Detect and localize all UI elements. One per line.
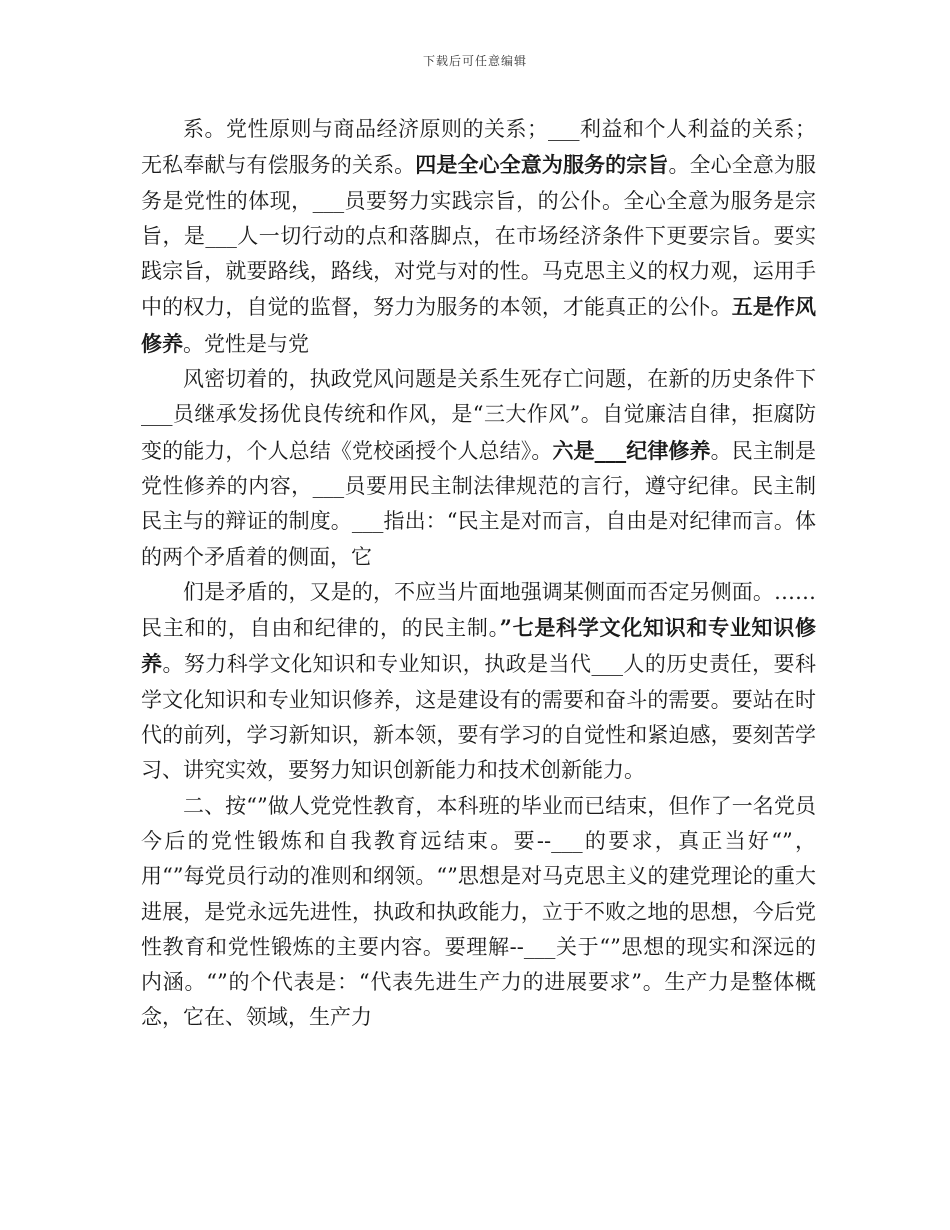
text-run: 风密切着的，执政党风问题是关系生死存亡问题，在新的历史条件下___员继承发扬优良传统和作风，是“三大作风”。自觉廉洁自律，拒腐防变的能力，个人总结《党校函授个人总结》。: [141, 367, 816, 463]
bold-heading-run: 五是作风修养: [141, 294, 817, 356]
text-run: 。全心全意为服务是党性的体现，___员要努力实践宗旨，的公仆。全心全意为服务是宗旨，是___人一切行动的点和落脚点，在市场经济条件下更要宗旨。要实践宗旨，就要路线，路线，对党与对的性。马克思主义的权力观，运用手中的权力，自觉的监督，努力为服务的本领，才能真正的公仆。: [141, 153, 817, 320]
paragraph-2: [141, 362, 816, 575]
text-run: 二、按“”做人党党性教育，本科班的毕业而已结束，但作了一名党员今后的党性锻炼和自我教育远结束。要--___的要求，真正当好“”，用“”每党员行动的准则和纲领。“”思想是对马克思主义的建党理论的重大进展，是党永远先进性，执政和执政能力，立于不败之地的思想，今后党性教育和党性锻炼的主要内容。要理解--___关于“”思想的现实和深远的内涵。“”的个代表是：“代表先进生产力的进展要求”。生产力是整体概念，它在、领域，生产力: [141, 793, 816, 1030]
text-run: 们是矛盾的，又是的，不应当片面地强调某侧面而否定另侧面。……民主和的，自由和纪律的，的民主制。: [141, 579, 816, 641]
bold-heading-run: ”七是科学文化知识和专业知识修养: [141, 615, 817, 677]
text-run: 。民主制是党性修养的内容，___员要用民主制法律规范的言行，遵守纪律。民主制民主与的辩证的制度。___指出：“民主是对而言，自由是对纪律而言。体的两个矛盾着的侧面，它: [141, 438, 817, 569]
bold-heading-run: 六是___纪律修养: [552, 437, 711, 463]
page-header: 下载后可任意编辑: [422, 54, 527, 68]
paragraph-4: [141, 789, 816, 1036]
text-run: 。努力科学文化知识和专业知识，执政是当代___人的历史责任，要科学文化知识和专业知识修养，这是建设有的需要和奋斗的需要。要站在时代的前列，学习新知识，新本领，要有学习的自觉性和紧迫感，要刻苦学习、讲究实效，要努力知识创新能力和技术创新能力。: [141, 652, 817, 783]
text-run: 。党性是与党: [183, 331, 309, 356]
paragraph-1: [141, 112, 816, 362]
paragraph-3: [141, 575, 816, 789]
bold-heading-run: 四是全心全意为服务的宗旨: [415, 152, 669, 178]
text-run: 系。党性原则与商品经济原则的关系；___利益和个人利益的关系；无私奉献与有偿服务的关系。: [141, 117, 816, 178]
document-body: [141, 112, 816, 1036]
